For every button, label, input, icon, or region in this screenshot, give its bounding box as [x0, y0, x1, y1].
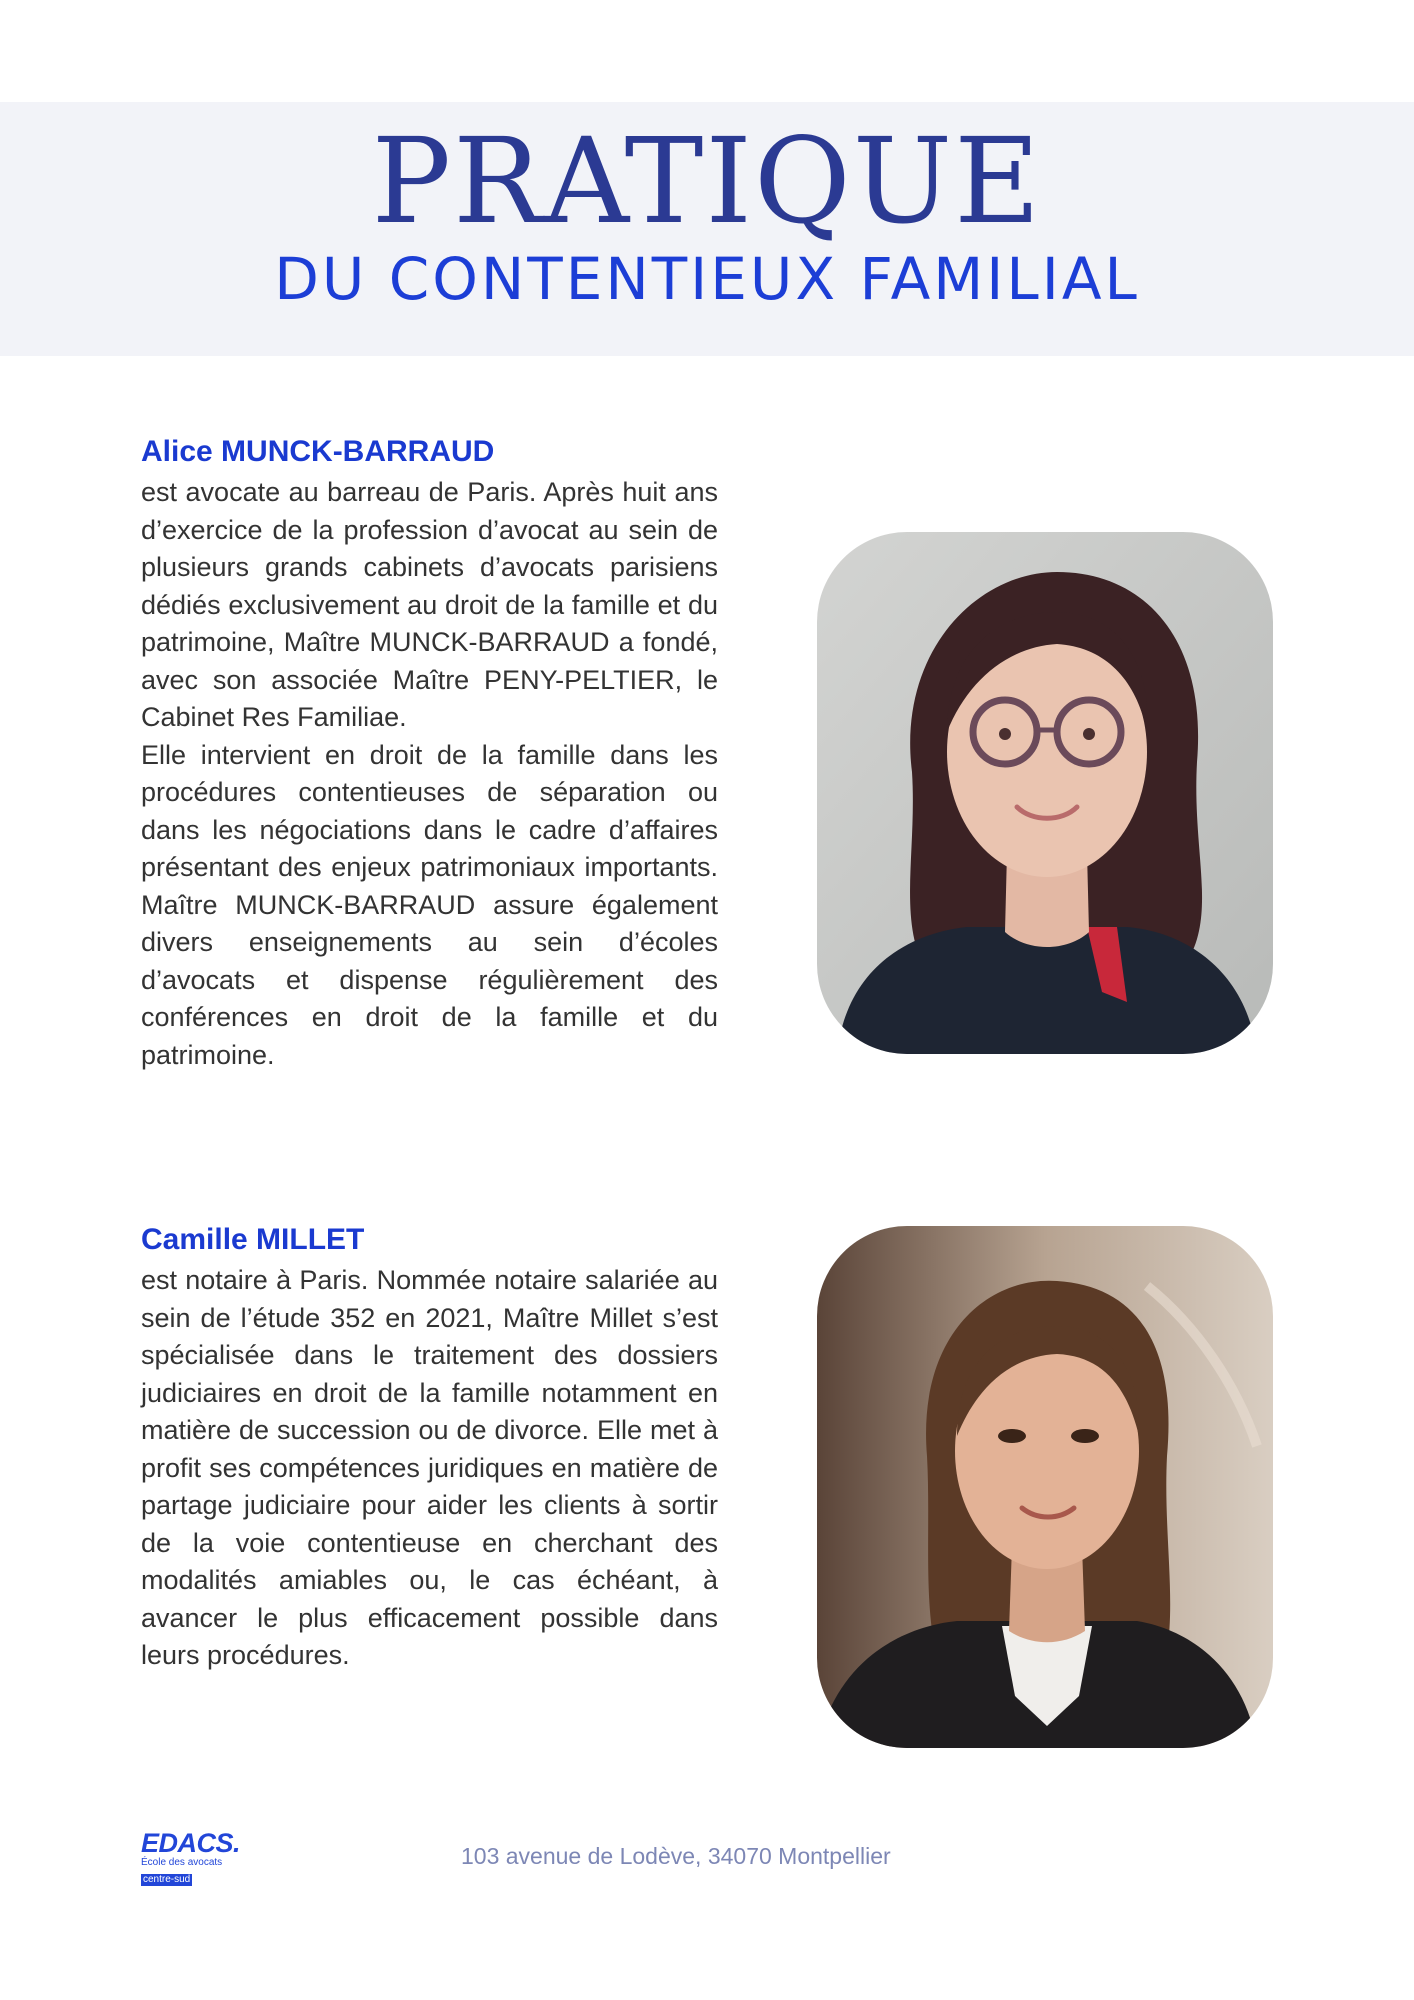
bio-name: Camille MILLET — [141, 1223, 365, 1256]
logo-tag: centre-sud — [143, 1873, 191, 1885]
logo-line: École des avocats — [141, 1857, 223, 1868]
footer-address: 103 avenue de Lodève, 34070 Montpellier — [461, 1843, 891, 1869]
bio-paragraph: est notaire à Paris. Nommée notaire salariée au sein de l’étude 352 en 2021, Maître Millet s’est spécialisée dans le traitement des dossiers judiciaires en droit de la famille notamment en matière de succession ou de divorce. Elle met à profit ses compétences juridiques en matière de partage judiciaire pour aider les clients à sortir de la voie contentieuse en cherchant des modalités amiables ou, le cas échéant, à avancer le plus efficacement possible dans leurs procédures. — [141, 1265, 718, 1670]
bio-text — [141, 1262, 718, 1675]
bio-paragraph: Elle intervient en droit de la famille dans les procédures contentieuses de séparation ou dans les négociations dans le cadre d’affaires présentant des enjeux patrimoniaux importants. Maître MUNCK-BARRAUD assure également divers enseignements au sein d’écoles d’avocats et dispense régulièrement des conférences en droit de la famille et du patrimoine. — [141, 739, 718, 1070]
portrait-photo-alice — [817, 532, 1273, 1054]
portrait-illustration — [817, 1226, 1273, 1748]
bio-paragraph: est avocate au barreau de Paris. Après huit ans d’exercice de la profession d’avocat au sein de plusieurs grands cabinets d’avocats parisiens dédiés exclusivement au droit de la famille et du patrimoine, Maître MUNCK-BARRAUD a fondé, avec son associée Maître PENY-PELTIER, le Cabinet Res Familiae. — [141, 477, 718, 732]
portrait-photo-camille — [817, 1226, 1273, 1748]
bio-camille-millet — [141, 1222, 718, 1675]
edacs-logo — [141, 1830, 261, 1886]
bio-text — [141, 474, 718, 1074]
portrait-illustration — [817, 532, 1273, 1054]
logo-wordmark: EDACS. — [141, 1828, 241, 1858]
bio-name: Alice MUNCK-BARRAUD — [141, 435, 495, 468]
page-title: PRATIQUE — [371, 112, 1043, 250]
page-subtitle: DU CONTENTIEUX FAMILIAL — [274, 245, 1140, 313]
bio-alice-munck-barraud — [141, 434, 718, 1074]
